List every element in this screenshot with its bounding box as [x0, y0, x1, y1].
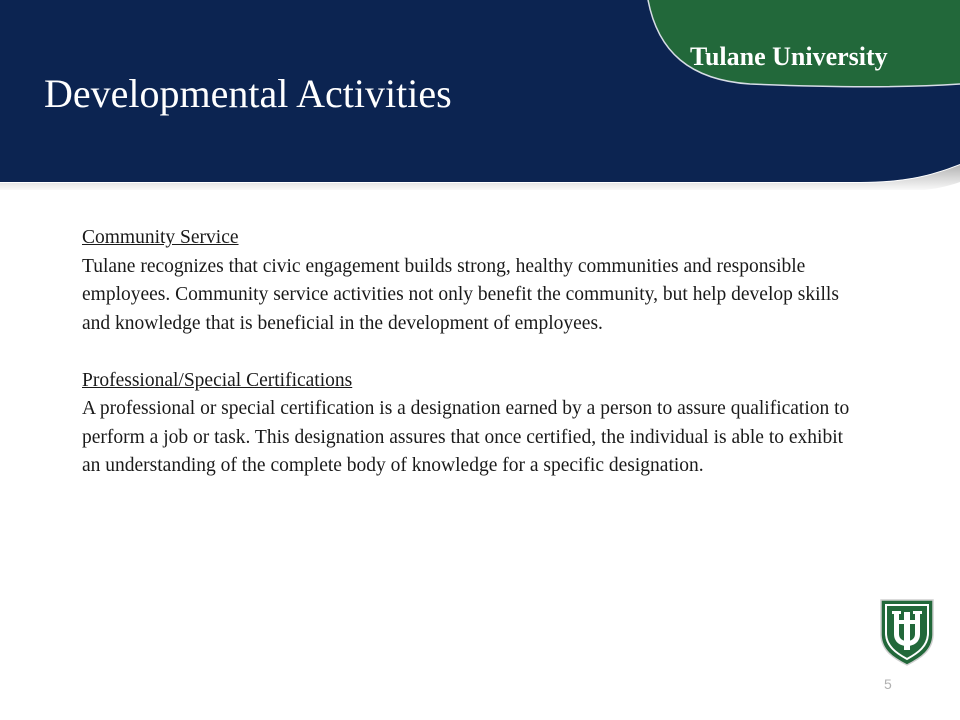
- section-community-service: [82, 224, 852, 338]
- page-number: 5: [884, 676, 892, 692]
- section-body: Tulane recognizes that civic engagement builds strong, healthy communities and responsible employees. Community service activities not only benefit the community, but help develop skills and knowledge that is beneficial in the development of employees.: [82, 255, 839, 334]
- section-body: A professional or special certification is a designation earned by a person to assure qualification to perform a job or task. This designation assures that once certified, the individual is able to exhibit an understanding of the complete body of knowledge for a specific designation.: [82, 398, 850, 476]
- shield-icon: [880, 598, 934, 666]
- university-name: Tulane University: [690, 42, 888, 71]
- section-certifications: [82, 367, 852, 481]
- slide-title: Developmental Activities: [44, 71, 452, 116]
- tulane-shield-logo: [880, 598, 934, 666]
- section-heading: Professional/Special Certifications: [82, 369, 353, 391]
- slide-content: [82, 224, 852, 481]
- section-heading: Community Service: [82, 227, 239, 248]
